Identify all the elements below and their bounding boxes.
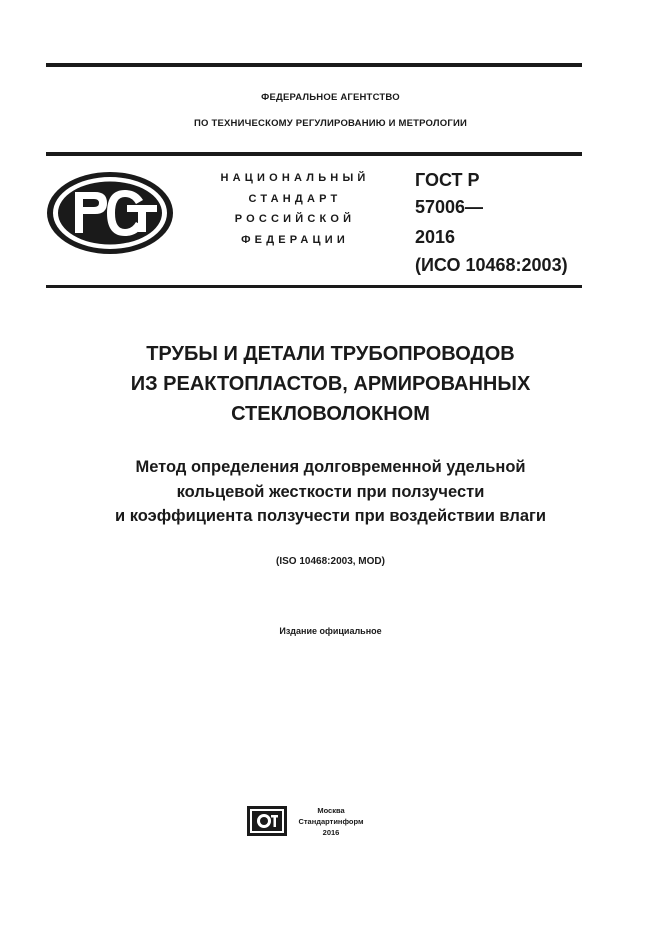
standard-type-line-3: РОССИЙСКОЙ	[234, 213, 356, 225]
designation-line-4: (ИСО 10468:2003)	[415, 255, 568, 275]
publisher-city: Москва	[317, 806, 345, 815]
iso-reference: (ISO 10468:2003, MOD)	[276, 556, 385, 567]
document-subtitle-line-3: и коэффициента ползучести при воздействии влаги	[114, 507, 547, 525]
rst-logo-icon	[45, 170, 175, 256]
designation-line-2: 57006—	[415, 197, 484, 217]
standard-type-line-4: ФЕДЕРАЦИИ	[241, 234, 349, 246]
publisher-name: Стандартинформ	[298, 817, 364, 826]
standard-type-line-1: НАЦИОНАЛЬНЫЙ	[220, 172, 370, 184]
top-rule	[46, 63, 582, 67]
document-subtitle-line-1: Метод определения долговременной удельной	[135, 458, 526, 476]
publisher-year: 2016	[322, 828, 340, 837]
rst-logo	[45, 170, 175, 256]
agency-line-1: ФЕДЕРАЛЬНОЕ АГЕНТСТВО	[261, 92, 400, 103]
standard-type-line-2: СТАНДАРТ	[248, 193, 342, 205]
designation-rule	[46, 285, 582, 288]
designation-line-3: 2016	[415, 227, 456, 247]
header-rule	[46, 152, 582, 156]
document-title-line-1: ТРУБЫ И ДЕТАЛИ ТРУБОПРОВОДОВ	[146, 343, 515, 365]
document-subtitle-line-2: кольцевой жесткости при ползучести	[176, 483, 485, 501]
document-title-line-3: СТЕКЛОВОЛОКНОМ	[231, 403, 430, 425]
agency-line-2: ПО ТЕХНИЧЕСКОМУ РЕГУЛИРОВАНИЮ И МЕТРОЛОГИИ	[194, 118, 467, 129]
designation-line-1: ГОСТ Р	[415, 170, 480, 190]
document-title-line-2: ИЗ РЕАКТОПЛАСТОВ, АРМИРОВАННЫХ	[130, 373, 531, 395]
edition-label: Издание официальное	[279, 626, 382, 636]
